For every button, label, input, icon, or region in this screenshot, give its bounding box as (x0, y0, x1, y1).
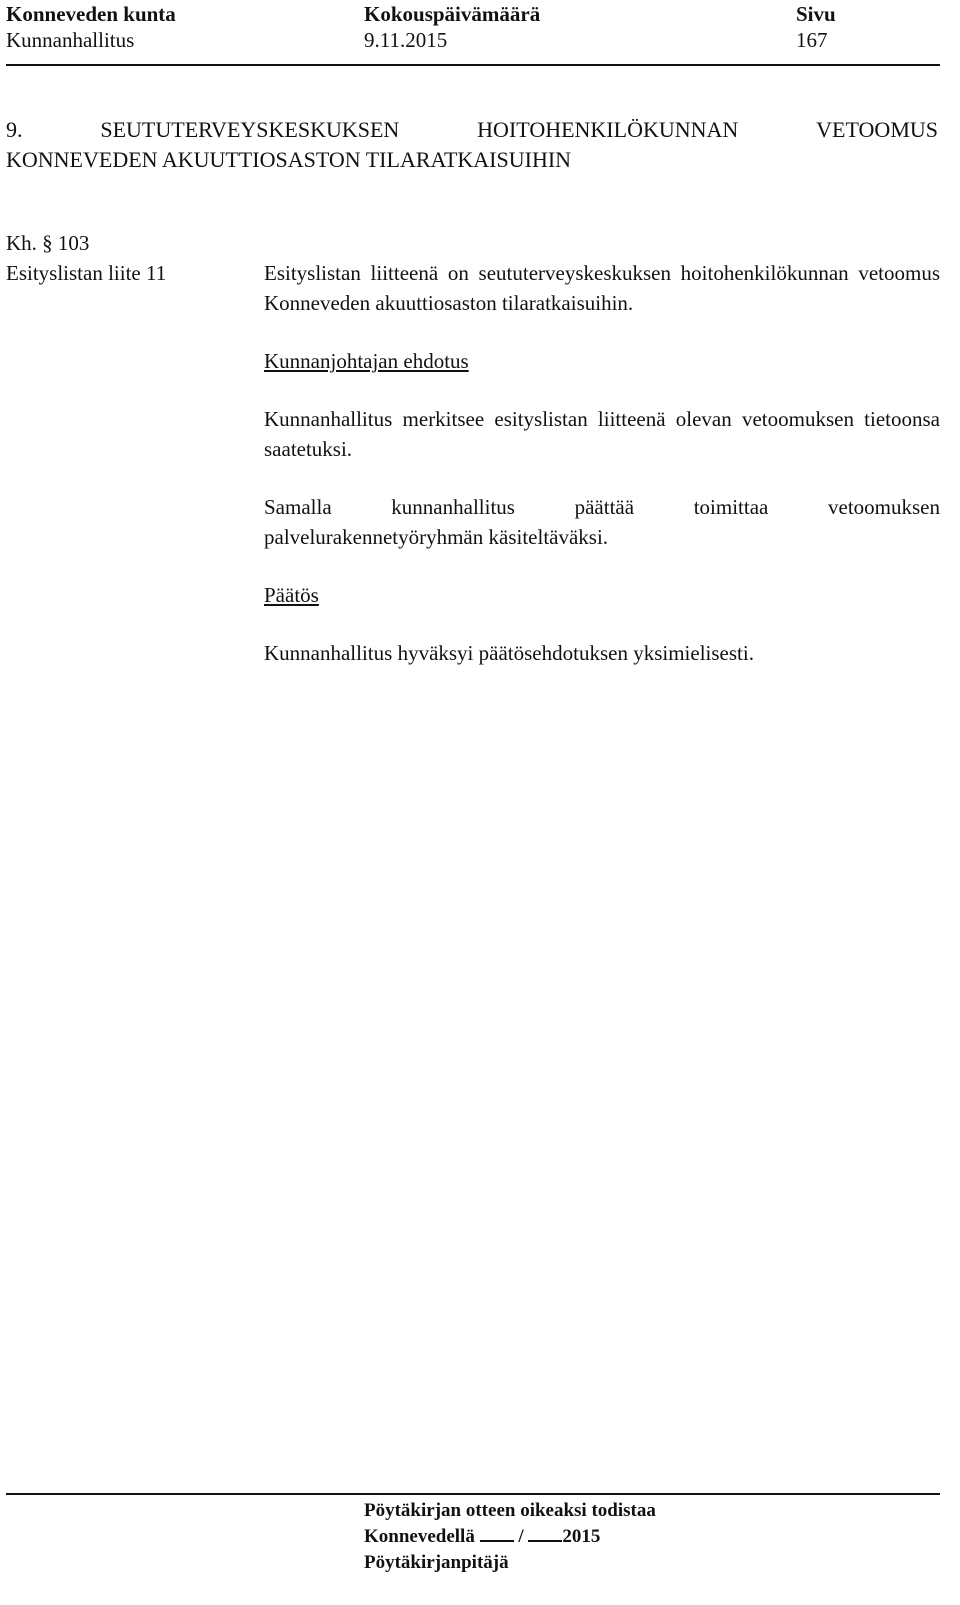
proposal-paragraph-1: Kunnanhallitus merkitsee esityslistan liitteenä olevan vetoomuksen tietoonsa saatetuksi. (264, 407, 940, 461)
date-separator: / (518, 1526, 524, 1547)
certification-footer (364, 1498, 656, 1576)
day-blank (480, 1524, 514, 1542)
certification-signer: Pöytäkirjanpitäjä (364, 1552, 509, 1573)
item-title-line2: KONNEVEDEN AKUUTTIOSASTON TILARATKAISUIHIN (6, 147, 572, 172)
header-date-value: 9.11.2015 (364, 28, 448, 52)
decision-heading: Päätös (264, 583, 319, 607)
decision-paragraph: Kunnanhallitus hyväksyi päätösehdotuksen yksimielisesti. (264, 641, 754, 665)
document-header (0, 0, 960, 70)
header-body: Kunnanhallitus (6, 28, 135, 52)
header-divider (6, 64, 940, 66)
footer-divider (6, 1493, 940, 1495)
item-body (264, 258, 940, 668)
item-title-line1 (6, 115, 938, 145)
month-blank (528, 1524, 562, 1542)
header-org: Konneveden kunta (6, 2, 176, 26)
certification-line: Pöytäkirjan otteen oikeaksi todistaa (364, 1500, 656, 1521)
item-title-word: 9. (6, 117, 23, 142)
item-title (6, 115, 938, 175)
certification-place: Konnevedellä (364, 1526, 475, 1547)
proposal-paragraph-2: Samalla kunnanhallitus päättää toimittaa vetoomuksen palvelurakennetyöryhmän käsiteltäväksi. (264, 495, 940, 549)
item-title-word: VETOOMUS (816, 117, 938, 142)
certification-date-line (364, 1524, 656, 1550)
header-page-value: 167 (796, 28, 828, 52)
item-title-word: SEUTUTERVEYSKESKUKSEN (100, 117, 400, 142)
item-reference: Kh. § 103 (6, 231, 90, 255)
proposal-heading: Kunnanjohtajan ehdotus (264, 349, 469, 373)
item-title-word: HOITOHENKILÖKUNNAN (477, 117, 739, 142)
header-page-label: Sivu (796, 2, 836, 26)
certification-year: 2015 (562, 1526, 601, 1547)
attachment-note: Esityslistan liite 11 (6, 261, 167, 285)
intro-paragraph: Esityslistan liitteenä on seututerveyskeskuksen hoitohenkilökunnan vetoomus Konneveden akuuttiosaston tilaratkaisuihin. (264, 261, 940, 315)
header-date-label: Kokouspäivämäärä (364, 2, 541, 26)
